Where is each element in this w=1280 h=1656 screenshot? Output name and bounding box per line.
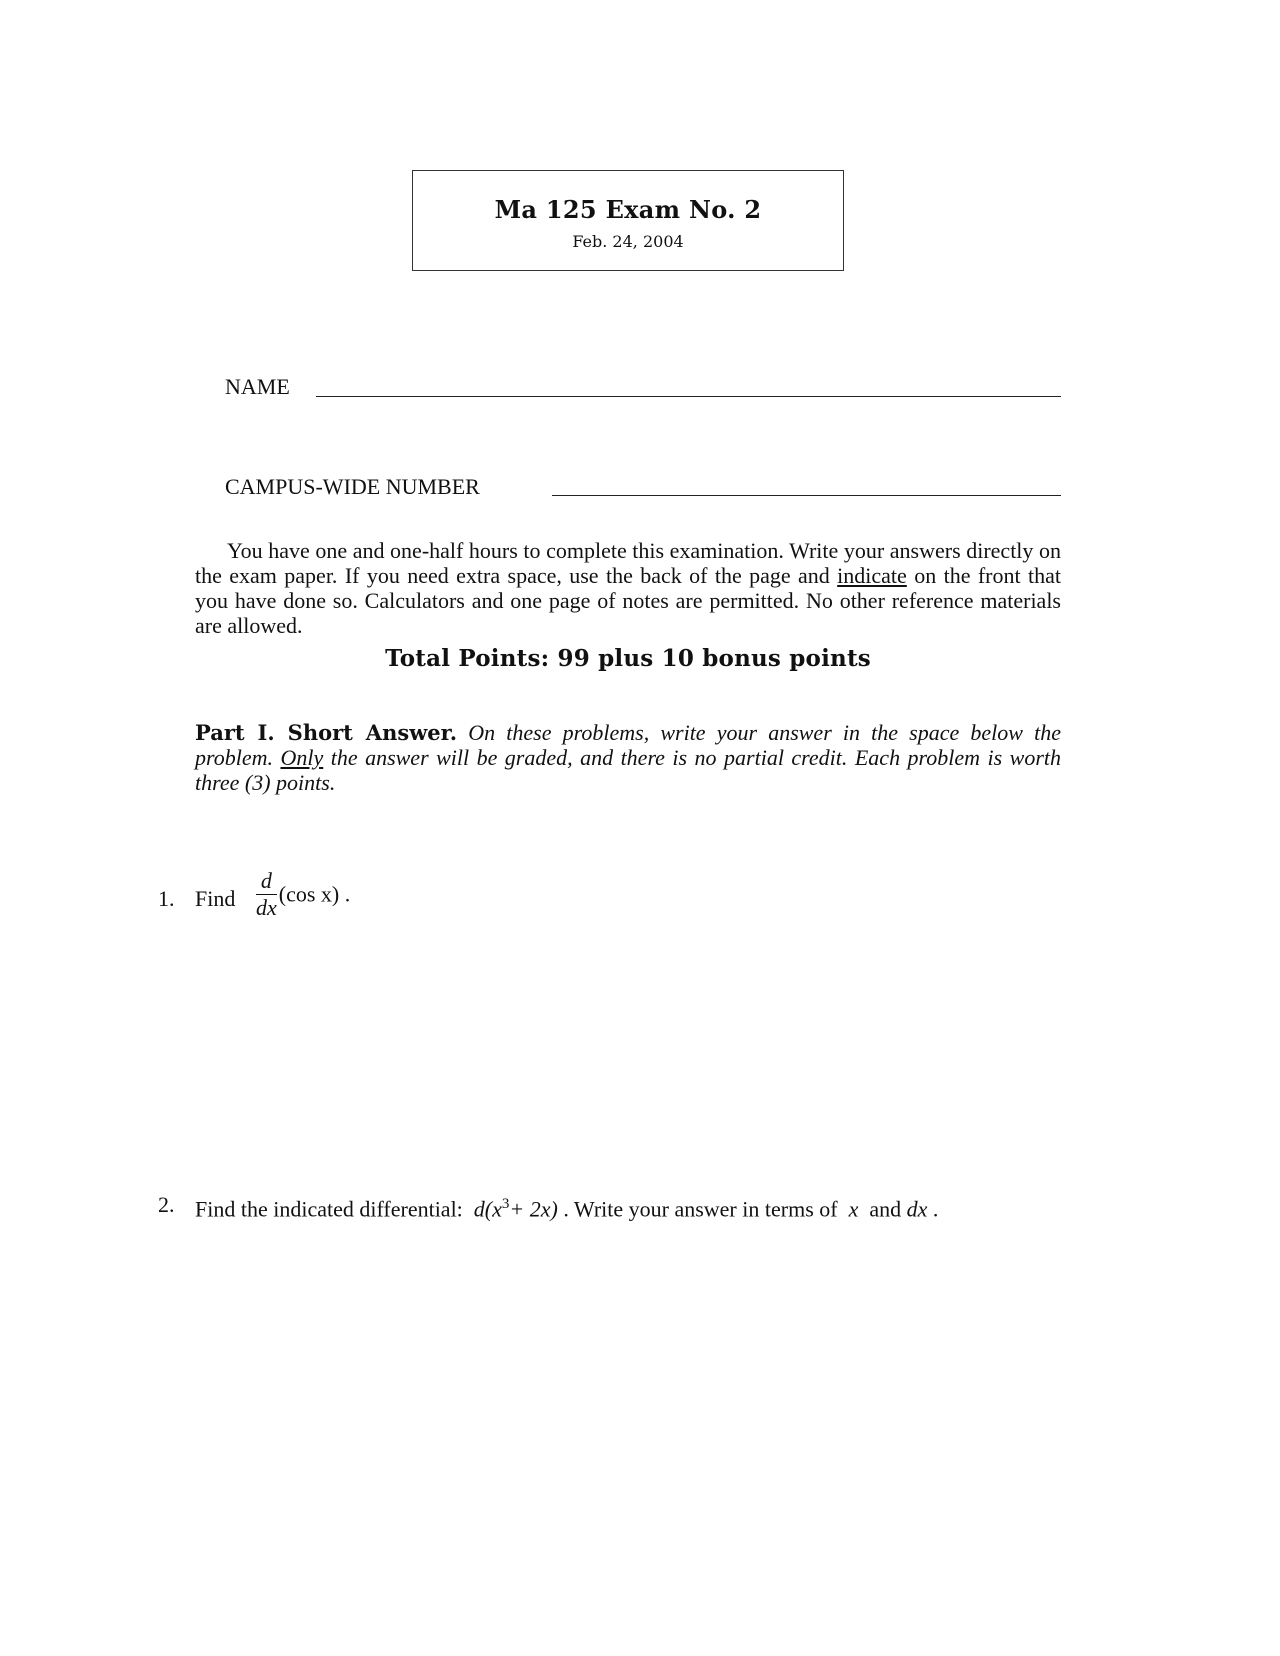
instructions-text-cont: on the front that you have done so. Calculators and one page of notes are permitted. No other reference materials are allowed. — [195, 563, 1061, 638]
instructions-text: You have one and one-half hours to complete this examination. Write your answers directly on the exam paper. If you need extra space, use the back of the page and — [195, 538, 1061, 588]
math-expr-close: + 2x) — [509, 1196, 558, 1222]
math-expr-open: d(x — [473, 1196, 502, 1222]
problem-1-prefix: Find — [195, 886, 236, 911]
problem-2-prompt: Find the indicated differential: — [195, 1196, 463, 1222]
period: . — [932, 1196, 939, 1222]
part-one-text-cont: the answer will be graded, and there is no partial credit. Each problem is worth three (3) points. — [195, 745, 1061, 795]
variable-x: x — [848, 1196, 859, 1222]
part-one-heading: Part I. Short Answer. — [195, 720, 458, 745]
problem-2 — [158, 1192, 1063, 1221]
exam-date: Feb. 24, 2004 — [572, 232, 684, 251]
problem-2-prompt-cont: . Write your answer in terms of — [563, 1196, 838, 1222]
conjunction: and — [869, 1196, 902, 1222]
fraction-numerator: d — [256, 868, 277, 895]
exam-title: Ma 125 Exam No. 2 — [494, 195, 762, 224]
exam-title-box — [412, 170, 844, 271]
name-label: NAME — [225, 374, 290, 399]
problem-number: 2. — [158, 1192, 175, 1217]
name-field[interactable] — [316, 396, 1061, 397]
total-points: Total Points: 99 plus 10 bonus points — [385, 645, 871, 672]
part-one-intro — [195, 720, 1061, 795]
problem-1-expr: (cos x) . — [278, 881, 351, 907]
fraction-denominator: dx — [256, 895, 277, 920]
exponent: 3 — [501, 1196, 510, 1212]
instructions-paragraph — [195, 538, 1061, 638]
part-one-emphasis: Only — [280, 745, 324, 770]
part-one-text: On these problems, write your answer in the space below the problem. — [195, 720, 1061, 770]
problem-1-expression — [254, 868, 350, 921]
problem-number: 1. — [158, 886, 175, 911]
variable-dx: dx — [906, 1196, 928, 1222]
problem-2-text — [195, 1192, 1063, 1221]
derivative-fraction — [256, 868, 277, 921]
cwid-field[interactable] — [552, 495, 1061, 496]
cwid-label: CAMPUS-WIDE NUMBER — [225, 474, 480, 499]
instructions-emphasis: indicate — [837, 563, 907, 588]
